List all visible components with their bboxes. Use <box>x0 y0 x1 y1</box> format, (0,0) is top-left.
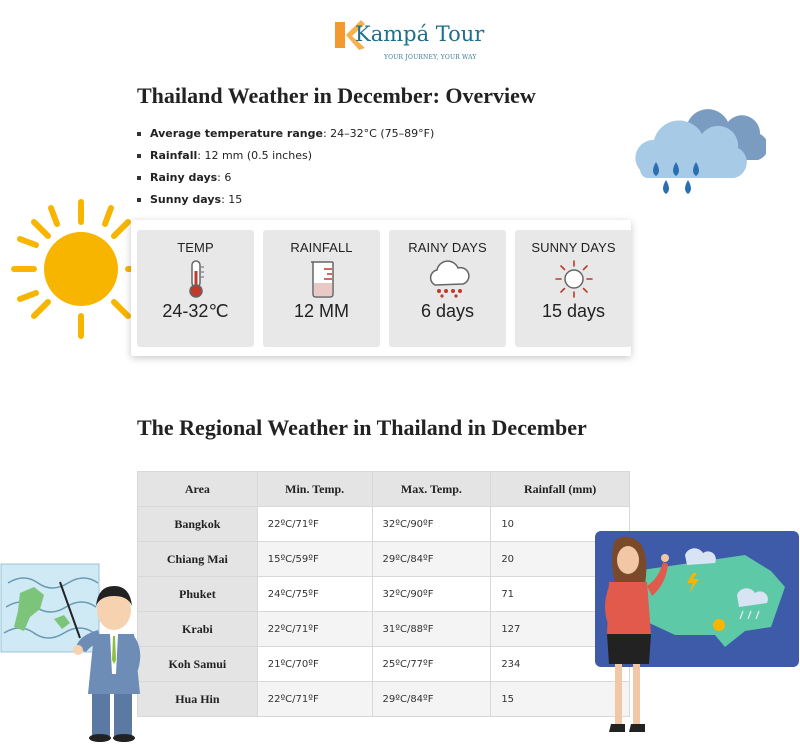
rain-cloud-icon <box>425 259 471 299</box>
card-title: SUNNY DAYS <box>531 240 616 255</box>
area-cell: Bangkok <box>138 507 258 542</box>
fact-item <box>137 169 434 191</box>
area-cell: Krabi <box>138 612 258 647</box>
weather-presenter-man-icon <box>58 574 156 744</box>
regional-title: The Regional Weather in Thailand in December <box>137 415 587 440</box>
area-cell: Koh Samui <box>138 647 258 682</box>
min-temp-cell: 22ºC/71ºF <box>257 682 372 717</box>
regional-weather-table <box>137 471 630 717</box>
rainfall-cell: 71 <box>491 577 630 612</box>
fact-item <box>137 125 434 147</box>
card-value: 6 days <box>420 301 475 321</box>
card-title: RAINY DAYS <box>408 240 487 255</box>
fact-value: : 12 mm (0.5 inches) <box>197 149 312 162</box>
header-min-temp: Min. Temp. <box>257 472 372 507</box>
card-title: RAINFALL <box>290 240 353 255</box>
table-row <box>138 542 630 577</box>
min-temp-cell: 24ºC/75ºF <box>257 577 372 612</box>
fact-label: Rainy days <box>150 171 218 184</box>
fact-value: : 24–32°C (75–89°F) <box>322 127 435 140</box>
beaker-icon <box>304 259 340 299</box>
max-temp-cell: 29ºC/84ºF <box>372 682 491 717</box>
area-cell: Hua Hin <box>138 682 258 717</box>
area-cell: Chiang Mai <box>138 542 258 577</box>
max-temp-cell: 25ºC/77ºF <box>372 647 491 682</box>
fact-item <box>137 191 434 213</box>
logo-name: Kampá Tour <box>355 22 485 46</box>
card-title: TEMP <box>177 240 214 255</box>
sunny-days-card <box>515 230 632 347</box>
overview-title: Thailand Weather in December: Overview <box>137 83 536 108</box>
header-max-temp: Max. Temp. <box>372 472 491 507</box>
card-value: 24-32℃ <box>162 301 229 321</box>
rain-cloud-illustration-icon <box>626 96 766 200</box>
fact-value: : 15 <box>221 193 243 206</box>
table-row <box>138 682 630 717</box>
table-row <box>138 507 630 542</box>
rainy-days-card <box>389 230 506 347</box>
card-value: 12 MM <box>293 301 349 321</box>
max-temp-cell: 31ºC/88ºF <box>372 612 491 647</box>
table-header-row <box>138 472 630 507</box>
sun-icon <box>552 259 596 299</box>
rainfall-cell: 10 <box>491 507 630 542</box>
temp-card <box>137 230 254 347</box>
table-row <box>138 647 630 682</box>
fact-value: : 6 <box>217 171 232 184</box>
table-row <box>138 577 630 612</box>
header-rainfall: Rainfall (mm) <box>491 472 630 507</box>
overview-facts-list <box>137 125 434 213</box>
weather-stats-panel <box>131 220 631 356</box>
table-row <box>138 612 630 647</box>
min-temp-cell: 21ºC/70ºF <box>257 647 372 682</box>
fact-item <box>137 147 434 169</box>
rainfall-cell: 127 <box>491 612 630 647</box>
kampa-tour-logo[interactable] <box>333 16 485 66</box>
fact-label: Rainfall <box>150 149 198 162</box>
logo-tagline: YOUR JOURNEY, YOUR WAY <box>384 54 477 61</box>
rainfall-cell: 20 <box>491 542 630 577</box>
fact-label: Sunny days <box>150 193 222 206</box>
max-temp-cell: 32ºC/90ºF <box>372 577 491 612</box>
rainfall-cell: 15 <box>491 682 630 717</box>
rainfall-card <box>263 230 380 347</box>
thermometer-icon <box>178 259 214 299</box>
area-cell: Phuket <box>138 577 258 612</box>
max-temp-cell: 32ºC/90ºF <box>372 507 491 542</box>
card-value: 15 days <box>541 301 606 321</box>
min-temp-cell: 22ºC/71ºF <box>257 612 372 647</box>
rainfall-cell: 234 <box>491 647 630 682</box>
fact-label: Average temperature range <box>150 127 323 140</box>
weather-presenter-woman-icon <box>591 534 671 742</box>
min-temp-cell: 22ºC/71ºF <box>257 507 372 542</box>
max-temp-cell: 29ºC/84ºF <box>372 542 491 577</box>
header-area: Area <box>138 472 258 507</box>
min-temp-cell: 15ºC/59ºF <box>257 542 372 577</box>
